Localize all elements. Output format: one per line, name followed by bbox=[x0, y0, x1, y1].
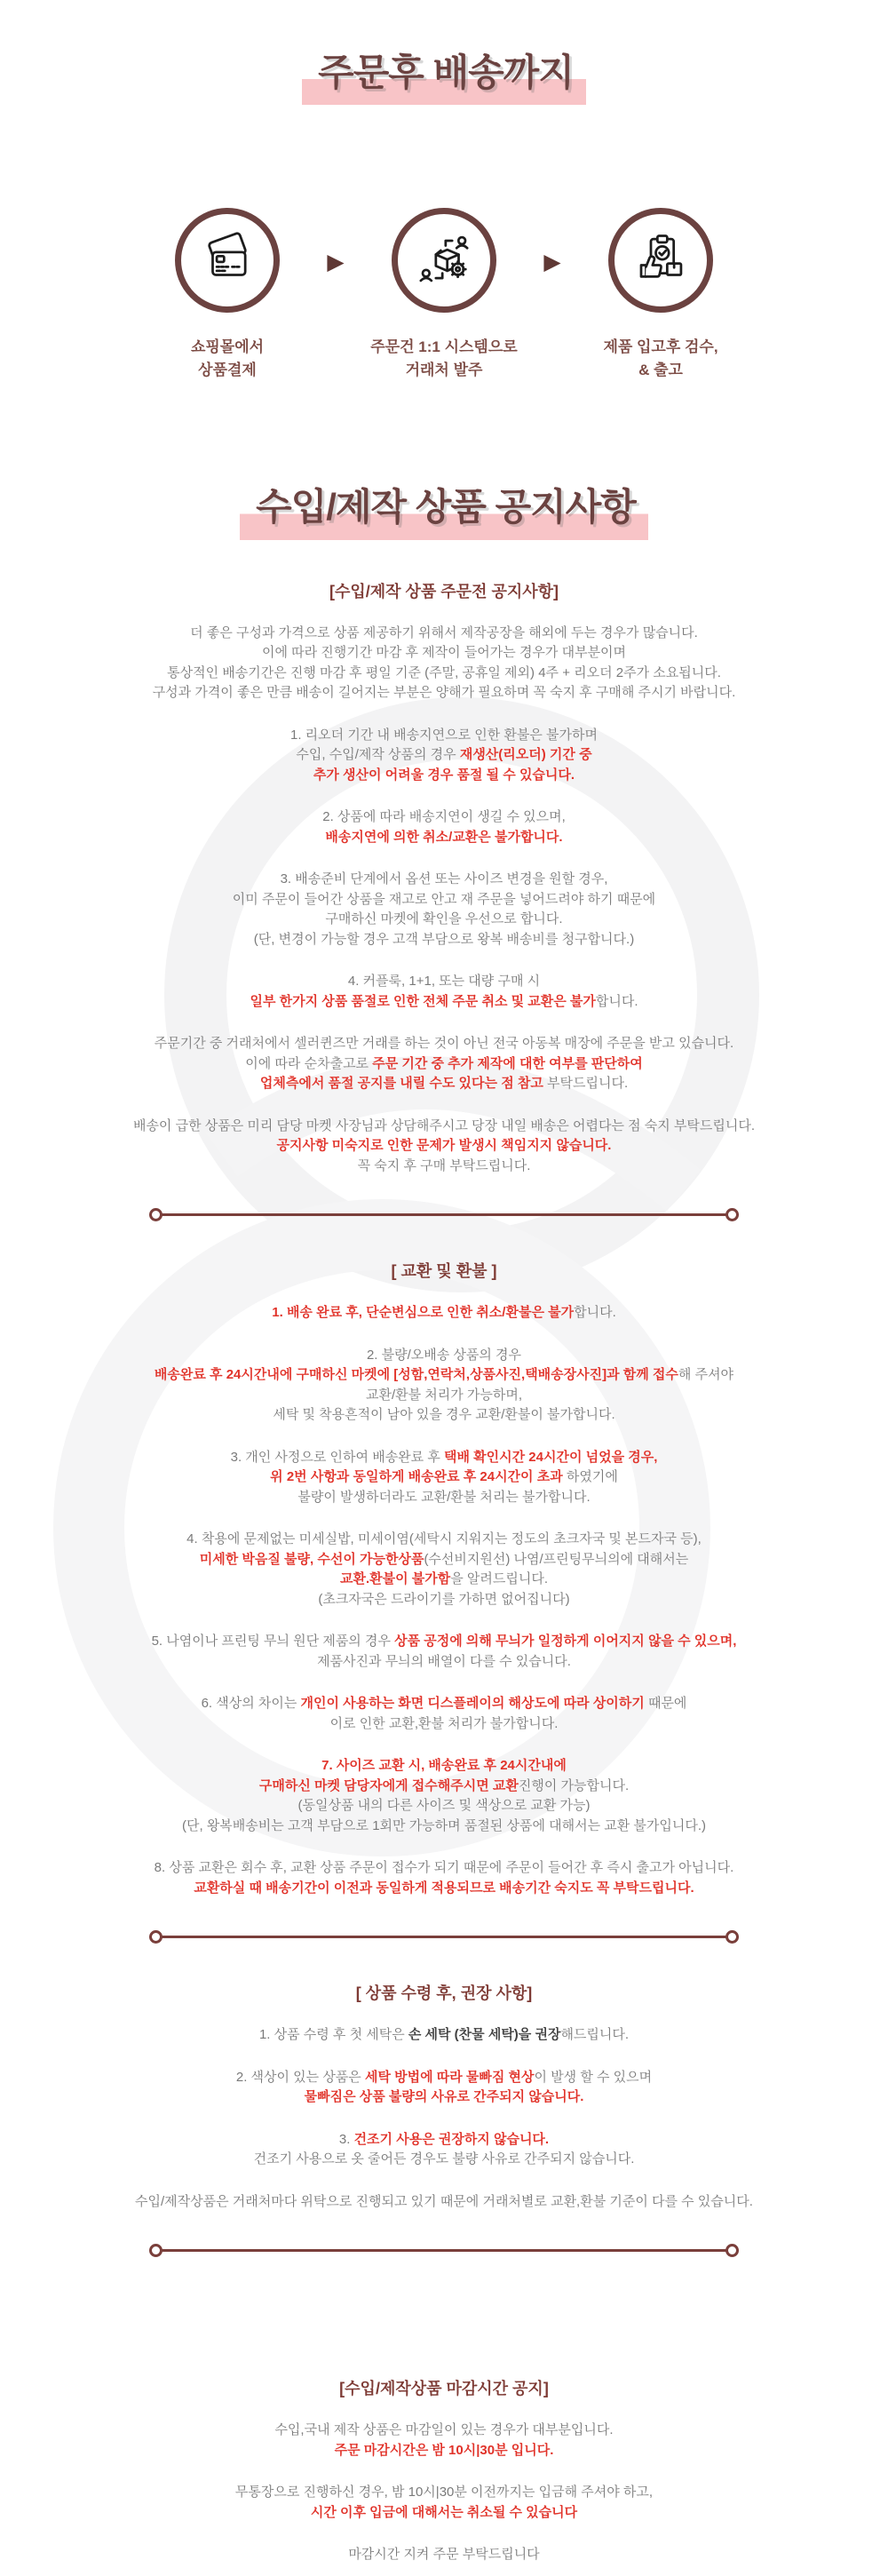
text-segment: 꼭 숙지 후 구매 부탁드립니다. bbox=[357, 1157, 531, 1173]
step-label bbox=[191, 336, 264, 381]
text-segment: 8. 상품 교환은 회수 후, 교환 상품 주문이 접수가 되기 때문에 주문이 들어간 후 즉시 출고가 아닙니다. bbox=[154, 1860, 734, 1876]
notice-paragraph bbox=[29, 624, 859, 704]
text-segment: 부탁드립니다. bbox=[543, 1076, 629, 1092]
text-segment: 이에 따라 진행기간 마감 후 제작이 들어가는 경우가 대부분이며 bbox=[261, 645, 627, 661]
page-title-import-notice: 수입/제작 상품 공지사항 bbox=[240, 486, 648, 539]
text-segment: 2. 불량/오배송 상품의 경우 bbox=[366, 1347, 522, 1363]
text-segment: 시간 이후 입금에 대해서는 취소될 수 있습니다 bbox=[310, 2504, 578, 2520]
text-segment: 5. 나염이나 프린팅 무늬 원단 제품의 경우 bbox=[151, 1634, 395, 1650]
text-segment: 수입/제작상품은 거래처마다 위탁으로 진행되고 있기 때문에 거래처별로 교환,환불 기준이 다를 수 있습니다. bbox=[135, 2193, 753, 2209]
text-segment: 재생산(리오더) 기간 중 bbox=[459, 747, 592, 763]
text-segment: 택배 확인시간 24시간이 넘었을 경우, bbox=[444, 1449, 658, 1465]
step-order-system bbox=[349, 208, 539, 381]
text-segment: 1. 리오더 기간 내 배송지연으로 인한 환불은 불가하며 bbox=[290, 727, 598, 743]
text-segment: 건조기 사용은 권장하지 않습니다. bbox=[353, 2131, 550, 2147]
text-segment: 6. 색상의 차이는 bbox=[201, 1696, 301, 1712]
step-label-line: 쇼핑몰에서 bbox=[190, 338, 265, 356]
text-segment: 3. 개인 사정으로 인하여 배송완료 후 bbox=[230, 1449, 444, 1465]
notice-paragraph bbox=[29, 972, 859, 1012]
text-segment: 3. 배송준비 단계에서 옵션 또는 사이즈 변경을 원할 경우, bbox=[280, 871, 608, 887]
notice-paragraph bbox=[29, 726, 859, 786]
section-heading: [ 교환 및 환불 ] bbox=[391, 1262, 497, 1281]
text-segment: 이 발생 할 수 있으며 bbox=[534, 2069, 653, 2085]
notice-paragraph bbox=[29, 2192, 859, 2213]
text-segment: 2. 색상이 있는 상품은 bbox=[235, 2069, 365, 2085]
divider-ring bbox=[149, 1930, 163, 1944]
text-segment: 주문 기간 중 추가 제작에 대한 여부를 판단하여 bbox=[372, 1055, 643, 1071]
step-label-line: 제품 입고후 검수, bbox=[603, 338, 718, 356]
notice-paragraph bbox=[29, 2545, 859, 2565]
notice-paragraph bbox=[29, 870, 859, 950]
text-segment: 업체측에서 품절 공지를 내릴 수도 있다는 점 참고 bbox=[259, 1076, 543, 1092]
text-segment: 1. 배송 완료 후, 단순변심으로 인한 취소/환불은 불가 bbox=[272, 1305, 575, 1321]
text-segment: 더 좋은 구성과 가격으로 상품 제공하기 위해서 제작공장을 해외에 두는 경우가 많습니다. bbox=[190, 624, 698, 640]
divider-ring bbox=[149, 1208, 163, 1221]
divider-line bbox=[162, 1213, 726, 1216]
text-segment: 해드립니다. bbox=[560, 2027, 630, 2043]
text-segment: 교환.환불이 불가함 bbox=[339, 1571, 451, 1587]
step-inspection-shipping bbox=[566, 208, 756, 381]
text-segment: 제품사진과 무늬의 배열이 다를 수 있습니다. bbox=[317, 1653, 571, 1669]
notice-paragraph bbox=[29, 2068, 859, 2108]
text-segment: 교환/환불 처리가 가능하며, bbox=[365, 1387, 523, 1403]
notice-paragraph bbox=[29, 1858, 859, 1898]
text-segment: 4. 커플룩, 1+1, 또는 대량 구매 시 bbox=[347, 974, 541, 990]
notice-paragraph bbox=[29, 2483, 859, 2523]
text-segment: 구매하신 마켓 담당자에게 접수해주시면 교환 bbox=[258, 1777, 519, 1793]
notice-sections bbox=[29, 579, 859, 2565]
text-segment: 배송지연에 의한 취소/교환은 불가합니다. bbox=[325, 829, 563, 845]
text-segment: 상품 공정에 의해 무늬가 일정하게 이어지지 않을 수 있으며, bbox=[394, 1634, 737, 1650]
notice-paragraph bbox=[29, 807, 859, 847]
notice-paragraph bbox=[29, 1034, 859, 1094]
section-heading: [수입/제작 상품 주문전 공지사항] bbox=[329, 582, 559, 600]
text-segment: 무통장으로 진행하신 경우, 밤 10시|30분 이전까지는 입금해 주셔야 하고, bbox=[234, 2485, 654, 2500]
text-segment: 물빠짐은 상품 불량의 사유로 간주되지 않습니다. bbox=[304, 2089, 584, 2105]
step-label-line: 거래처 발주 bbox=[405, 361, 483, 378]
text-segment: (수선비지원선) 나염/프린팅무늬의에 대해서는 bbox=[424, 1551, 689, 1567]
text-segment: 1. 상품 수령 후 첫 세탁은 bbox=[258, 2027, 408, 2043]
step-circle bbox=[608, 208, 713, 313]
text-segment: 세탁 방법에 따라 물빠짐 현상 bbox=[364, 2069, 535, 2085]
step-label-line: 상품결제 bbox=[198, 361, 257, 378]
text-segment: 개인이 사용하는 화면 디스플레이의 해상도에 따라 상이하기 bbox=[300, 1696, 645, 1712]
text-segment: 3. bbox=[338, 2131, 354, 2147]
text-segment: 교환하실 때 배송기간이 이전과 동일하게 적용되므로 배송기간 숙지도 꼭 부탁드립니다. bbox=[194, 1880, 694, 1896]
section-divider bbox=[149, 1930, 739, 1944]
text-segment: 7. 사이즈 교환 시, 배송완료 후 24시간내에 bbox=[321, 1758, 567, 1774]
page-title-shipping-process: 주문후 배송까지 bbox=[302, 52, 586, 105]
notice-title-wrap bbox=[0, 486, 888, 539]
step-label bbox=[603, 336, 718, 381]
notice-paragraph bbox=[29, 1694, 859, 1734]
text-segment: 위 2번 사항과 동일하게 배송완료 후 24시간이 초과 bbox=[270, 1469, 563, 1485]
receive-inspect-ship-icon bbox=[631, 231, 690, 290]
notice-paragraph bbox=[29, 1756, 859, 1836]
notice-paragraph bbox=[29, 1530, 859, 1610]
step-label bbox=[370, 336, 517, 381]
text-segment: 추가 생산이 어려울 경우 품절 될 수 있습니다. bbox=[313, 767, 575, 783]
notice-paragraph bbox=[29, 1303, 859, 1324]
section-divider bbox=[149, 2244, 739, 2257]
text-segment: 수입,국내 제작 상품은 마감일이 있는 경우가 대부분입니다. bbox=[274, 2422, 614, 2438]
text-segment: 이미 주문이 들어간 상품을 재고로 안고 재 주문을 넣어드려야 하기 때문에 bbox=[232, 891, 656, 907]
arrow-right-icon: ▶ bbox=[327, 250, 345, 275]
text-segment: (단, 왕복배송비는 고객 부담으로 1회만 가능하며 품절된 상품에 대해서는 교환 불가입니다.) bbox=[182, 1817, 706, 1833]
credit-card-icon bbox=[198, 231, 257, 290]
divider-line bbox=[162, 2249, 726, 2252]
section-heading: [수입/제작상품 마감시간 공지] bbox=[339, 2380, 549, 2398]
step-label-line: 주문건 1:1 시스템으로 bbox=[370, 338, 518, 356]
text-segment: 통상적인 배송기간은 진행 마감 후 평일 기준 (주말, 공휴일 제외) 4주 + 리오더 2주가 소요됩니다. bbox=[167, 664, 721, 680]
notice-section bbox=[29, 2294, 859, 2565]
order-system-icon bbox=[415, 231, 473, 290]
text-segment: 4. 착용에 문제없는 미세실밥, 미세이염(세탁시 지워지는 정도의 초크자국 및 본드자국 등), bbox=[186, 1531, 702, 1547]
text-segment: 이로 인한 교환,환불 처리가 불가합니다. bbox=[329, 1715, 559, 1731]
divider-ring bbox=[725, 2244, 739, 2257]
text-segment: 손 세탁 (찬물 세탁)을 권장 bbox=[408, 2027, 561, 2043]
section-heading: [ 상품 수령 후, 권장 사항] bbox=[355, 1984, 533, 2003]
notice-section bbox=[29, 1981, 859, 2212]
step-label-line: & 출고 bbox=[638, 361, 683, 378]
text-segment: 일부 한가지 상품 품절로 인한 전체 주문 취소 및 교환은 불가 bbox=[250, 993, 596, 1009]
text-segment: 배송완료 후 24시간내에 구매하신 마켓에 [성함,연락처,상품사진,택배송장사진]과 함께 접수 bbox=[154, 1367, 678, 1383]
text-segment: 이에 따라 순차출고로 bbox=[245, 1055, 373, 1071]
arrow-right-icon: ▶ bbox=[543, 250, 561, 275]
text-segment: 주문 마감시간은 밤 10시|30분 입니다. bbox=[334, 2442, 554, 2458]
divider-line bbox=[162, 1936, 726, 1938]
text-segment: 주문기간 중 거래처에서 셀러퀸즈만 거래를 하는 것이 아닌 전국 아동복 매장에 주문을 받고 있습니다. bbox=[154, 1036, 734, 1052]
text-segment: 배송이 급한 상품은 미리 담당 마켓 사장님과 상담해주시고 당장 내일 배송은 어렵다는 점 숙지 부탁드립니다. bbox=[132, 1117, 756, 1133]
notice-paragraph bbox=[29, 1448, 859, 1508]
notice-section bbox=[29, 579, 859, 1177]
text-segment: (단, 변경이 가능할 경우 고객 부담으로 왕복 배송비를 청구합니다.) bbox=[253, 931, 635, 947]
text-segment: 건조기 사용으로 옷 줄어든 경우도 불량 사유로 간주되지 않습니다. bbox=[253, 2151, 635, 2167]
text-segment: 때문에 bbox=[644, 1696, 687, 1712]
text-segment: 세탁 및 착용흔적이 남아 있을 경우 교환/환불이 불가합니다. bbox=[273, 1407, 615, 1423]
text-segment: 해 주셔야 bbox=[678, 1367, 734, 1383]
text-segment: (초크자국은 드라이기를 가하면 없어집니다) bbox=[318, 1591, 570, 1607]
text-segment: 수입, 수입/제작 상품의 경우 bbox=[296, 747, 460, 763]
notice-paragraph bbox=[29, 1632, 859, 1672]
text-segment: 미세한 박음질 불량, 수선이 가능한상품 bbox=[199, 1551, 424, 1567]
text-segment: 2. 상품에 따라 배송지연이 생길 수 있으며, bbox=[322, 809, 566, 825]
section-divider bbox=[149, 1208, 739, 1221]
divider-ring bbox=[725, 1930, 739, 1944]
text-segment: 구매하신 마켓에 확인을 우선으로 합니다. bbox=[325, 911, 563, 927]
divider-ring bbox=[149, 2244, 163, 2257]
text-segment: 합니다. bbox=[574, 1305, 616, 1321]
text-segment: 구성과 가격이 좋은 만큼 배송이 길어지는 부분은 양해가 필요하며 꼭 숙지 후 구매해 주시기 바랍니다. bbox=[152, 685, 736, 701]
step-payment bbox=[132, 208, 322, 381]
text-segment: 을 알려드립니다. bbox=[450, 1571, 549, 1587]
divider-ring bbox=[725, 1208, 739, 1221]
notice-paragraph bbox=[29, 1346, 859, 1426]
text-segment: 마감시간 지켜 주문 부탁드립니다 bbox=[348, 2547, 540, 2563]
step-circle bbox=[175, 208, 280, 313]
text-segment: 불량이 발생하더라도 교환/환불 처리는 불가합니다. bbox=[297, 1489, 591, 1505]
step-circle bbox=[392, 208, 496, 313]
notice-paragraph bbox=[29, 1117, 859, 1177]
text-segment: (동일상품 내의 다른 사이즈 및 색상으로 교환 가능) bbox=[297, 1798, 591, 1814]
text-segment: 합니다. bbox=[595, 993, 638, 1009]
notice-paragraph bbox=[29, 2130, 859, 2170]
text-segment: 공지사항 미숙지로 인한 문제가 발생시 책임지지 않습니다. bbox=[276, 1138, 612, 1154]
notice-section bbox=[29, 1259, 859, 1898]
text-segment: 하였기에 bbox=[562, 1469, 618, 1485]
shipping-process-steps bbox=[0, 208, 888, 381]
text-segment: 진행이 가능합니다. bbox=[518, 1777, 630, 1793]
notice-paragraph bbox=[29, 2025, 859, 2046]
notice-paragraph bbox=[29, 2421, 859, 2461]
